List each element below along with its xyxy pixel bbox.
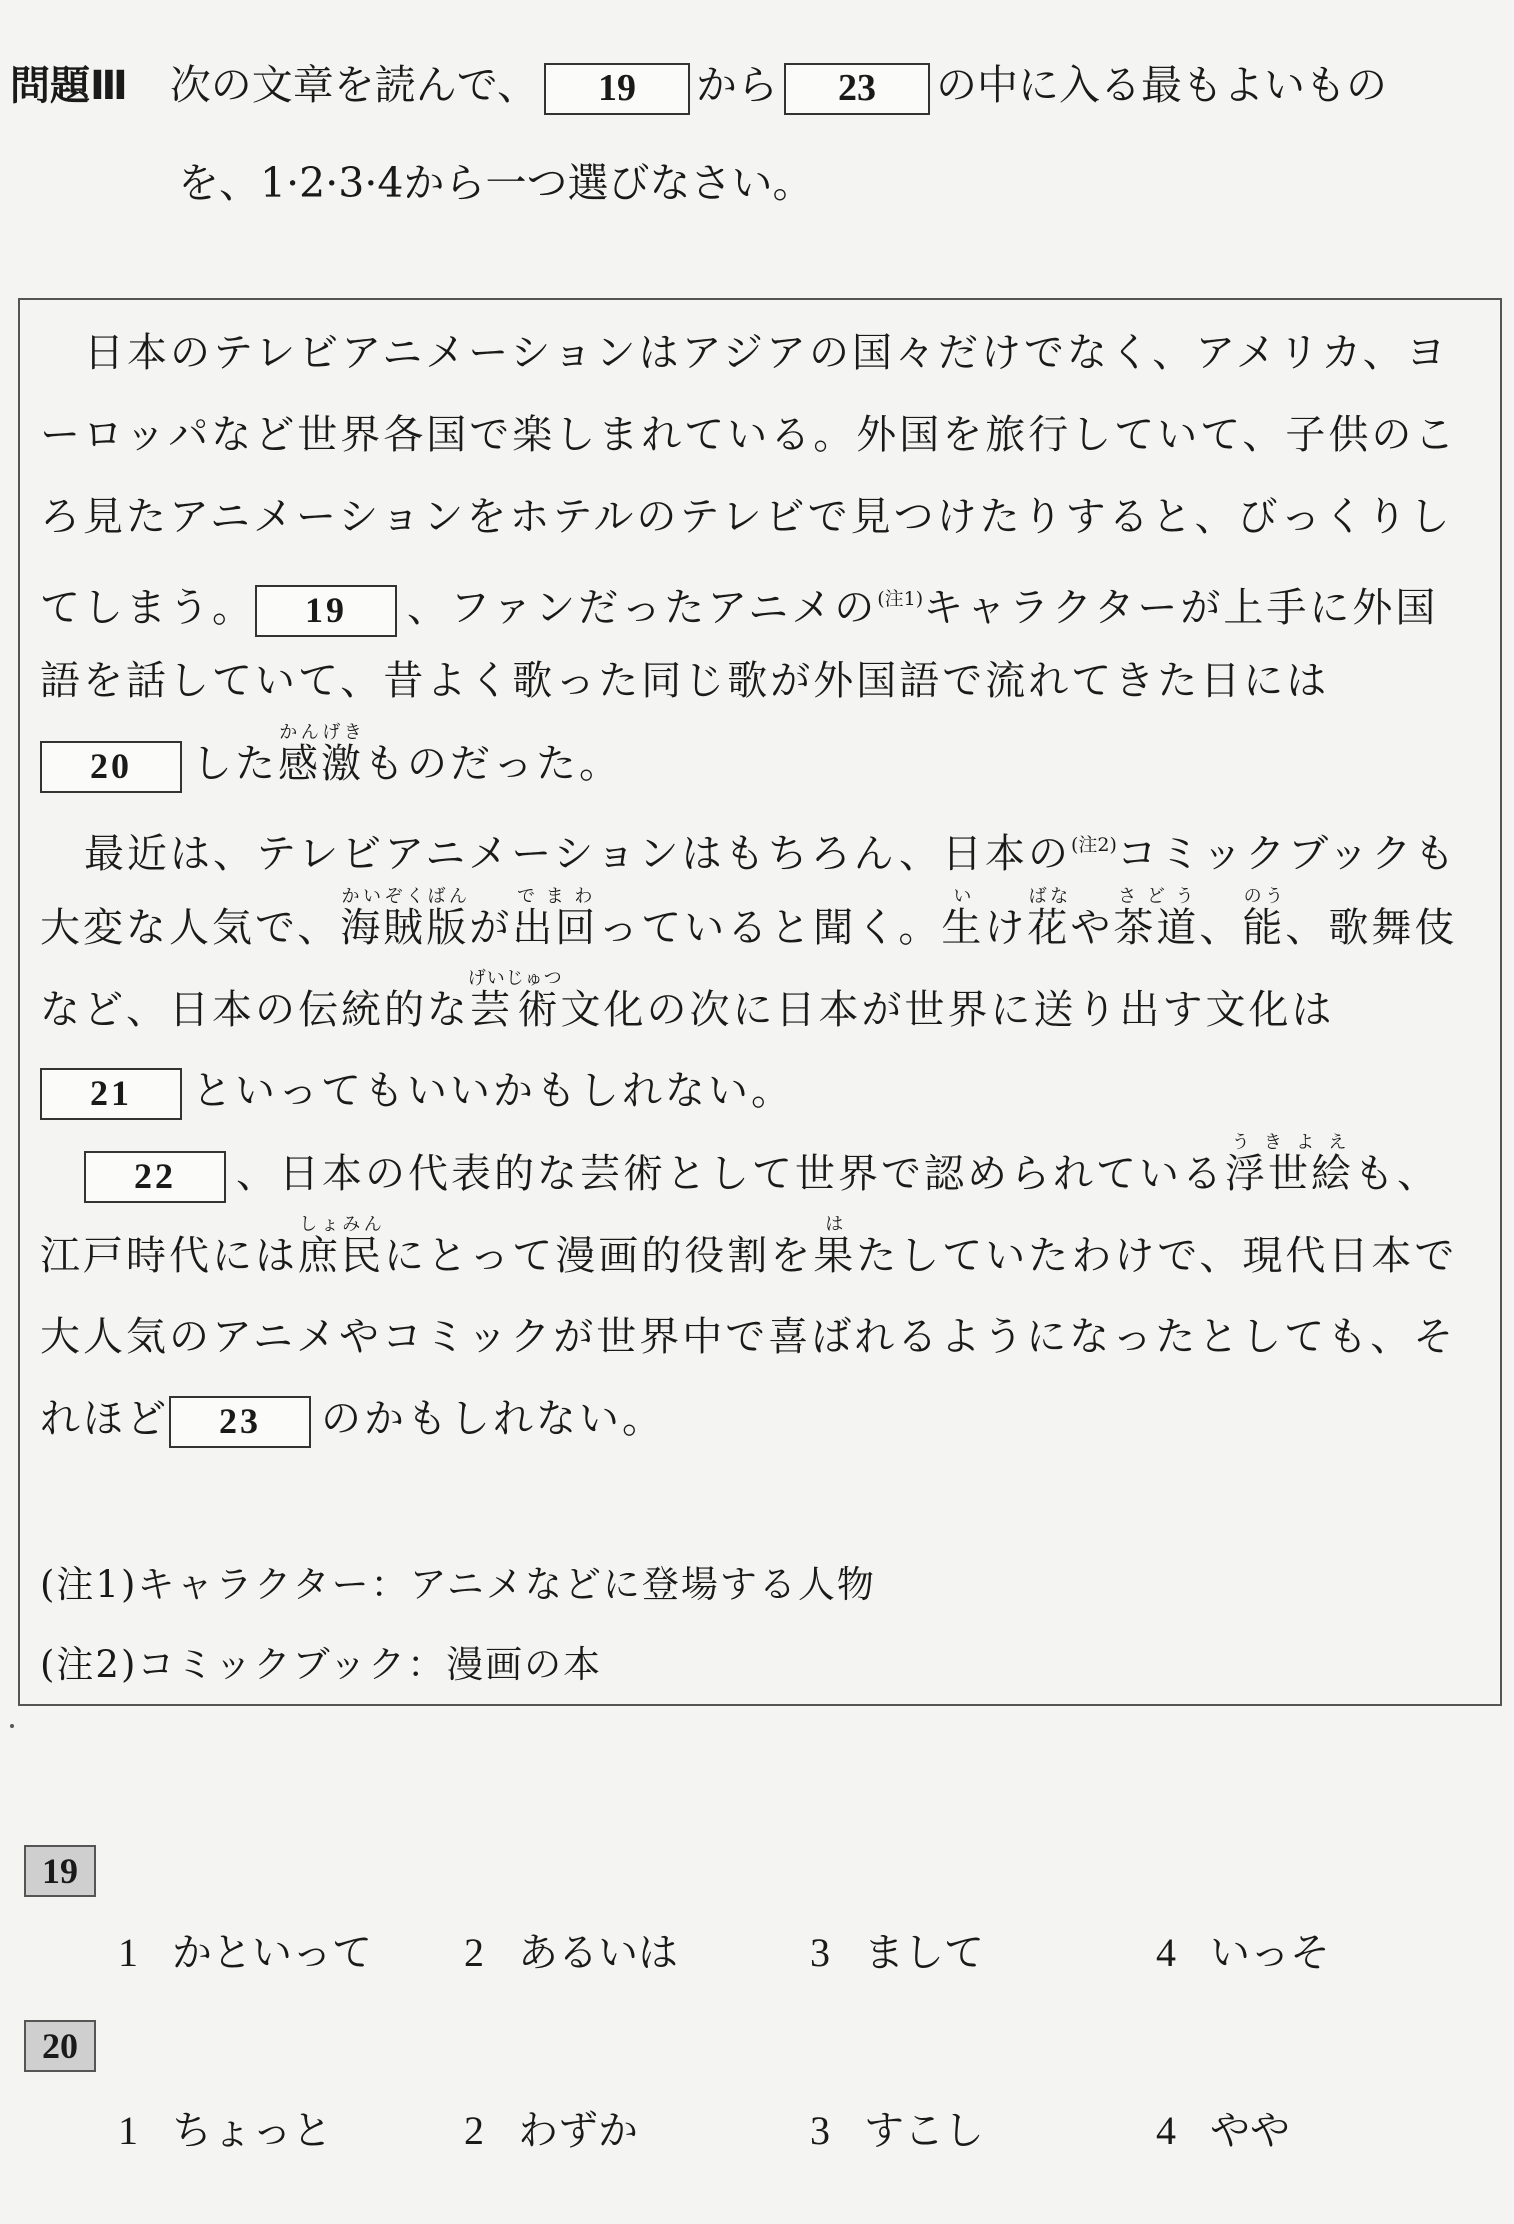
passage-line: 語を話していて、昔よく歌った同じ歌が外国語で流れてきた日には <box>40 658 1330 704</box>
choice-option[interactable] <box>118 2086 332 2176</box>
passage-line: 日本のテレビアニメーションはアジアの国々だけでなく、アメリカ、ヨ <box>84 330 1449 376</box>
passage-text: 、ファンだったアニメの <box>407 585 878 631</box>
footnote-2: (注2)コミックブック：漫画の本 <box>40 1643 603 1686</box>
blank-20: 20 <box>40 741 182 793</box>
furigana-word: 能のう <box>1242 886 1286 951</box>
choice-text: すこし <box>864 2108 984 2154</box>
furigana-word: 庶民しょみん <box>298 1214 384 1279</box>
passage-text: てしまう。 <box>40 585 255 631</box>
choice-number: 3 <box>810 2108 830 2153</box>
furigana-word: 浮世絵うきよえ <box>1225 1132 1354 1197</box>
choice-text: あるいは <box>518 1930 678 1976</box>
passage-text: っていると聞く。 <box>598 905 942 951</box>
passage-text: れほど <box>40 1396 169 1442</box>
reading-passage <box>18 298 1502 1706</box>
passage-text: 文化の次に日本が世界に送り出す文化は <box>560 987 1335 1033</box>
question-number-19: 19 <box>24 1845 96 1897</box>
footnote-1: (注1)キャラクター：アニメなどに登場する人物 <box>40 1563 876 1606</box>
passage-line: ーロッパなど世界各国で楽しまれている。外国を旅行していて、子供のこ <box>40 412 1458 458</box>
passage-text: など、日本の伝統的な <box>40 987 470 1033</box>
passage-text: 大変な人気で、 <box>40 905 341 951</box>
choice-option[interactable] <box>1156 2086 1290 2176</box>
passage-text: といってもいいかもしれない。 <box>192 1068 794 1114</box>
choice-number: 2 <box>464 1930 484 1975</box>
passage-text: 最近は、テレビアニメーションはもちろん、日本の <box>84 831 1071 877</box>
blank-19: 19 <box>255 585 397 637</box>
choice-text: いっそ <box>1210 1930 1330 1976</box>
choice-text: かといって <box>172 1930 372 1976</box>
choice-text: わずか <box>518 2108 638 2154</box>
passage-text: キャラクターが上手に外国 <box>923 585 1439 631</box>
furigana-word: 果は <box>813 1214 857 1279</box>
choice-number: 4 <box>1156 2108 1176 2153</box>
blank-22: 22 <box>84 1151 226 1203</box>
choice-option[interactable] <box>464 1908 678 1998</box>
furigana-word: 花ばな <box>1027 886 1071 951</box>
furigana-word: 茶道さどう <box>1113 886 1200 951</box>
blank-box: 23 <box>784 63 930 115</box>
instruction-text: から <box>696 61 778 109</box>
passage-line: 大人気のアニメやコミックが世界中で喜ばれるようになったとしても、そ <box>40 1314 1457 1360</box>
passage-text: け <box>984 905 1028 951</box>
passage-text: や <box>1070 905 1114 951</box>
passage-line <box>40 558 1480 640</box>
passage-text: が <box>469 905 513 951</box>
footnotes <box>40 1545 876 1705</box>
passage-text: 、 <box>1199 905 1243 951</box>
choice-option[interactable] <box>118 1908 372 1998</box>
choice-option[interactable] <box>1156 1908 1330 1998</box>
passage-line <box>40 722 1480 804</box>
furigana-word: 出回でまわ <box>512 886 599 951</box>
passage-text: 、歌舞伎 <box>1285 905 1458 951</box>
instruction-line-1 <box>10 36 1500 134</box>
furigana-word: 生い <box>941 886 985 951</box>
choices-20 <box>0 2086 1514 2176</box>
question-label: 問題Ⅲ <box>10 63 128 109</box>
passage-text: コミックブックも <box>1116 831 1458 877</box>
instruction <box>10 36 1500 232</box>
passage-line <box>40 804 1480 886</box>
choice-text: まして <box>864 1930 984 1976</box>
passage-text: も、 <box>1354 1151 1440 1197</box>
passage-line <box>40 968 1480 1050</box>
choice-option[interactable] <box>810 2086 984 2176</box>
choice-text: ちょっと <box>172 2108 332 2154</box>
passage-line <box>40 886 1480 968</box>
passage-text: のかもしれない。 <box>321 1396 665 1442</box>
passage-line <box>40 1050 1480 1132</box>
passage-text: 、日本の代表的な芸術として世界で認められている <box>236 1151 1225 1197</box>
passage-text: した <box>192 741 278 787</box>
passage-text: 江戸時代には <box>40 1233 298 1279</box>
paragraph-2 <box>40 804 1480 1132</box>
paragraph-3 <box>40 1132 1480 1460</box>
choice-number: 3 <box>810 1930 830 1975</box>
passage-line: ろ見たアニメーションをホテルのテレビで見つけたりすると、びっくりし <box>40 494 1453 540</box>
blank-21: 21 <box>40 1068 182 1120</box>
question-number-20: 20 <box>24 2020 96 2072</box>
passage-text: にとって漫画的役割を <box>384 1233 814 1279</box>
passage-line <box>40 1378 1480 1460</box>
passage-text: たしていたわけで、現代日本で <box>856 1233 1458 1279</box>
paragraph-1 <box>40 312 1480 804</box>
instruction-line-2: を、1·2·3·4から一つ選びなさい。 <box>178 159 814 207</box>
furigana-word: 感激かんげき <box>278 722 364 787</box>
passage-line <box>40 1214 1480 1296</box>
choice-number: 2 <box>464 2108 484 2153</box>
choice-text: やや <box>1210 2108 1290 2154</box>
blank-23: 23 <box>169 1396 311 1448</box>
note-2-marker: (注2) <box>1071 834 1117 856</box>
passage-line <box>40 1132 1480 1214</box>
passage-text: ものだった。 <box>364 741 622 787</box>
blank-box: 19 <box>544 63 690 115</box>
note-1-marker: (注1) <box>877 588 924 610</box>
stray-mark <box>10 1724 14 1728</box>
choice-number: 1 <box>118 2108 138 2153</box>
furigana-word: 芸術げいじゅつ <box>467 968 563 1033</box>
choice-option[interactable] <box>464 2086 638 2176</box>
choice-option[interactable] <box>810 1908 984 1998</box>
instruction-text: 次の文章を読んで、 <box>169 61 538 109</box>
choice-number: 1 <box>118 1930 138 1975</box>
furigana-word: 海賊版かいぞくばん <box>340 886 470 951</box>
choice-number: 4 <box>1156 1930 1176 1975</box>
instruction-text: の中に入る最もよいもの <box>936 61 1387 109</box>
choices-19 <box>0 1908 1514 1998</box>
